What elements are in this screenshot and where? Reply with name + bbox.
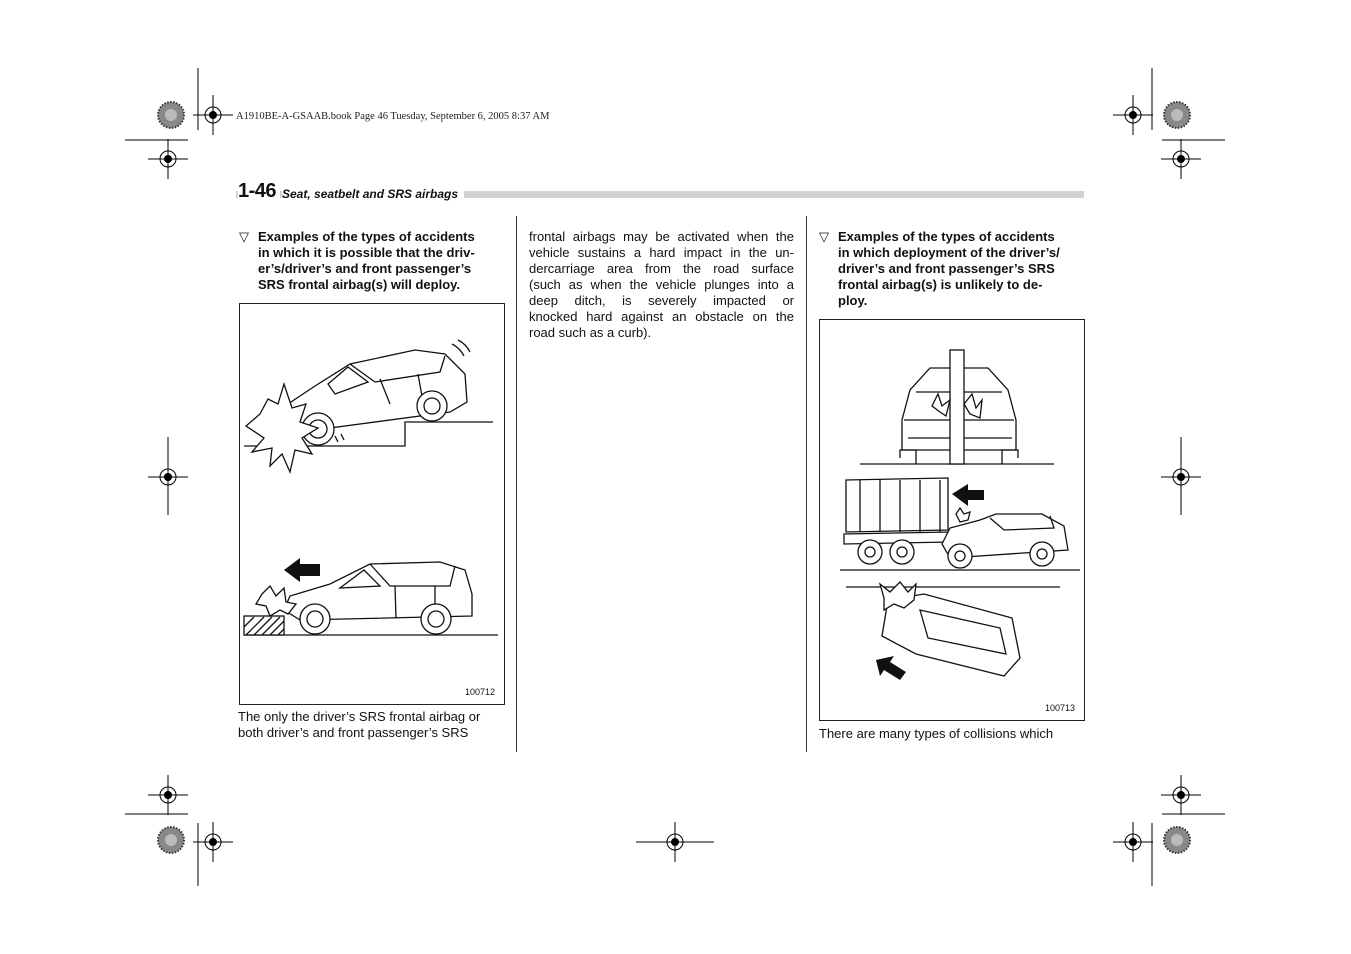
text-line: road such as a curb). — [529, 325, 652, 340]
car-collision-illustration — [240, 304, 504, 704]
heading-line: Examples of the types of accidents — [258, 229, 475, 244]
body-text-col3 — [819, 726, 1085, 742]
heading-line: SRS frontal airbag(s) will deploy. — [258, 277, 461, 292]
text-line: The only the driver’s SRS frontal airbag or — [238, 709, 481, 724]
triangle-marker-icon: ▽ — [819, 229, 829, 244]
section-title: Seat, seatbelt and SRS airbags — [282, 187, 464, 201]
registration-star-icon — [158, 102, 184, 128]
text-line: deep ditch, is severely impacted or — [529, 293, 794, 308]
text-line: both driver’s and front passenger’s SRS — [238, 725, 469, 740]
page-number: 1-46 — [238, 180, 280, 203]
heading-line: frontal airbag(s) is unlikely to de- — [838, 277, 1043, 292]
text-line: knocked hard against an obstacle on the — [529, 309, 794, 324]
registration-star-icon — [158, 827, 184, 853]
heading-line: Examples of the types of accidents — [838, 229, 1055, 244]
triangle-marker-icon: ▽ — [239, 229, 249, 244]
figure-non-deploy-examples — [819, 319, 1085, 721]
body-text-col2 — [529, 229, 794, 341]
heading-line: ploy. — [838, 293, 868, 308]
column-divider — [516, 216, 517, 752]
heading-deploy — [239, 229, 504, 293]
registration-star-icon — [1164, 102, 1190, 128]
registration-star-icon — [1164, 827, 1190, 853]
heading-line: in which it is possible that the driv- — [258, 245, 475, 260]
book-info: A1910BE-A-GSAAB.book Page 46 Tuesday, September 6, 2005 8:37 AM — [236, 111, 550, 122]
text-line: vehicle sustains a hard impact in the un- — [529, 245, 794, 260]
figure-id: 100712 — [464, 687, 495, 697]
heading-line: driver’s and front passenger’s SRS — [838, 261, 1055, 276]
heading-line: er’s/driver’s and front passenger’s — [258, 261, 472, 276]
column-divider — [806, 216, 807, 752]
heading-unlikely — [819, 229, 1086, 309]
figure-id: 100713 — [1044, 703, 1075, 713]
text-line: dercarriage area from the road surface — [529, 261, 794, 276]
figure-deploy-examples — [239, 303, 505, 705]
text-line: frontal airbags may be activated when the — [529, 229, 794, 244]
text-line: There are many types of collisions which — [819, 726, 1054, 741]
text-line: (such as when the vehicle plunges into a — [529, 277, 794, 292]
body-text-col1 — [238, 709, 504, 741]
car-collision-illustration — [820, 320, 1084, 720]
heading-line: in which deployment of the driver’s/ — [838, 245, 1060, 260]
